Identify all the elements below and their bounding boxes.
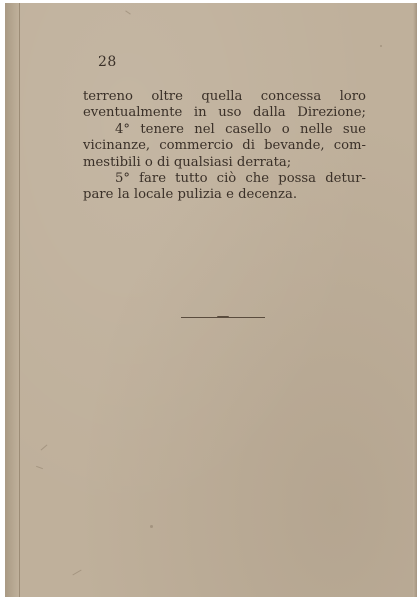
binding-edge [5,3,20,597]
section-divider [181,317,265,318]
page-edge [413,3,417,597]
paper-speck [150,525,153,528]
text-line: 5° fare tutto ciò che possa detur- [115,171,366,187]
text-line: terreno oltre quella concessa loro [83,89,366,104]
text-line: vicinanze, commercio di bevande, com- [83,138,366,154]
text-line: 4° tenere nel casello o nelle sue [115,121,366,137]
page-number: 28 [98,54,117,70]
text-line: pare la locale pulizia e decenza. [83,187,298,203]
text-line: mestibili o di qualsiasi derrata; [83,154,292,170]
body-text [83,89,366,204]
text-line: eventualmente in uso dalla Direzione; [83,105,366,121]
paper-speck [380,45,382,47]
